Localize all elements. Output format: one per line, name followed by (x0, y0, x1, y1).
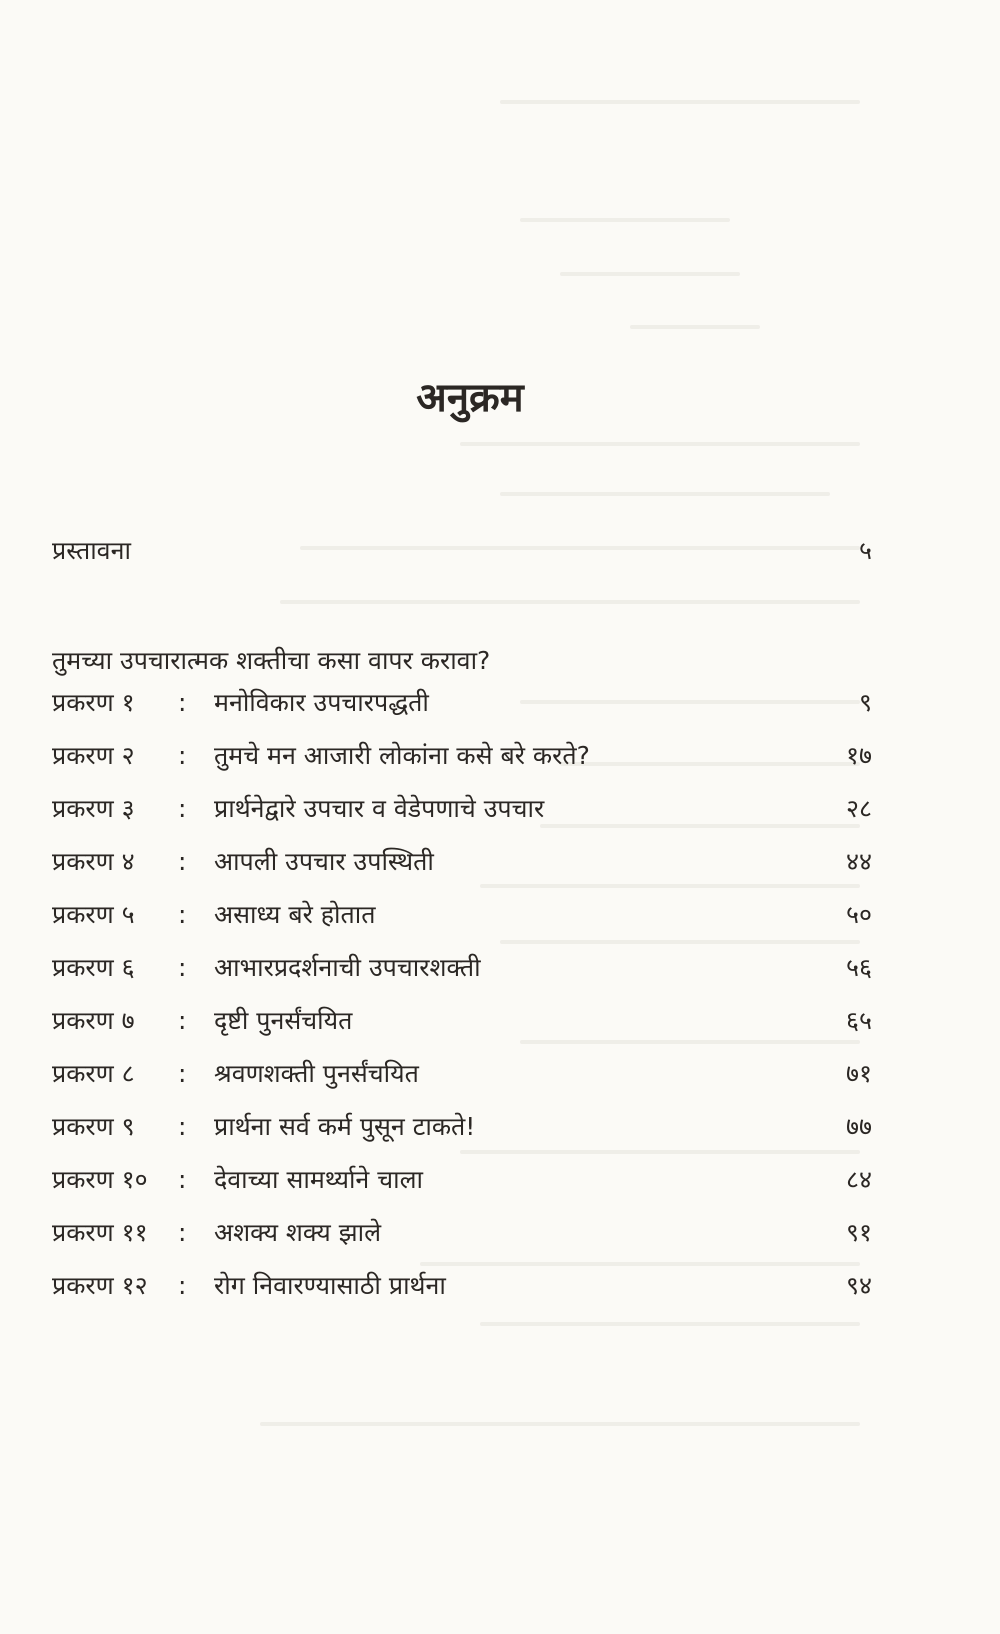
chapter-page-number: ९४ (845, 1271, 872, 1300)
chapter-page-number: ९१ (845, 1218, 872, 1247)
separator-colon: : (178, 1218, 187, 1247)
toc-title: अनुक्रम (416, 375, 524, 421)
chapter-label: प्रकरण १० (52, 1165, 148, 1194)
chapter-title: तुमचे मन आजारी लोकांना कसे बरे करते? (214, 741, 590, 770)
separator-colon: : (178, 847, 187, 876)
chapter-title: आपली उपचार उपस्थिती (214, 847, 434, 876)
chapter-label: प्रकरण ८ (52, 1059, 135, 1088)
chapter-title: रोग निवारण्यासाठी प्रार्थना (214, 1271, 446, 1300)
chapter-title: अशक्य शक्य झाले (214, 1218, 382, 1247)
chapter-page-number: ७१ (845, 1059, 872, 1088)
chapter-title: मनोविकार उपचारपद्धती (214, 688, 429, 717)
chapter-page-number: ६५ (845, 1006, 872, 1035)
chapter-page-number: ९ (858, 688, 872, 717)
chapter-page-number: ८४ (845, 1165, 872, 1194)
chapter-label: प्रकरण ९ (52, 1112, 135, 1141)
introduction-page-number: ५ (858, 536, 872, 565)
separator-colon: : (178, 1165, 187, 1194)
chapter-label: प्रकरण २ (52, 741, 135, 770)
chapter-page-number: २८ (845, 794, 872, 823)
separator-colon: : (178, 1271, 187, 1300)
chapter-title: असाध्य बरे होतात (214, 900, 376, 929)
chapter-label: प्रकरण ७ (52, 1006, 135, 1035)
chapter-page-number: ५० (845, 900, 872, 929)
section-heading: तुमच्या उपचारात्मक शक्तीचा कसा वापर करावा? (52, 646, 491, 675)
chapter-title: श्रवणशक्ती पुनर्संचयित (214, 1059, 419, 1088)
chapter-page-number: ५६ (845, 953, 872, 982)
chapter-label: प्रकरण ६ (52, 953, 135, 982)
chapter-title: आभारप्रदर्शनाची उपचारशक्ती (214, 953, 481, 982)
separator-colon: : (178, 1112, 187, 1141)
separator-colon: : (178, 741, 187, 770)
chapter-label: प्रकरण १ (52, 688, 135, 717)
chapter-title: प्रार्थनेद्वारे उपचार व वेडेपणाचे उपचार (214, 794, 545, 823)
chapter-title: प्रार्थना सर्व कर्म पुसून टाकते! (214, 1112, 476, 1141)
chapter-label: प्रकरण ४ (52, 847, 135, 876)
separator-colon: : (178, 953, 187, 982)
separator-colon: : (178, 794, 187, 823)
introduction-label: प्रस्तावना (52, 536, 131, 565)
chapter-page-number: ४४ (845, 847, 872, 876)
separator-colon: : (178, 900, 187, 929)
chapter-title: दृष्टी पुनर्संचयित (214, 1006, 353, 1035)
separator-colon: : (178, 688, 187, 717)
chapter-page-number: १७ (845, 741, 872, 770)
chapter-label: प्रकरण ११ (52, 1218, 148, 1247)
chapter-title: देवाच्या सामर्थ्याने चाला (214, 1165, 424, 1194)
chapter-label: प्रकरण ५ (52, 900, 135, 929)
chapter-page-number: ७७ (845, 1112, 872, 1141)
separator-colon: : (178, 1059, 187, 1088)
chapter-label: प्रकरण १२ (52, 1271, 148, 1300)
chapter-label: प्रकरण ३ (52, 794, 135, 823)
separator-colon: : (178, 1006, 187, 1035)
